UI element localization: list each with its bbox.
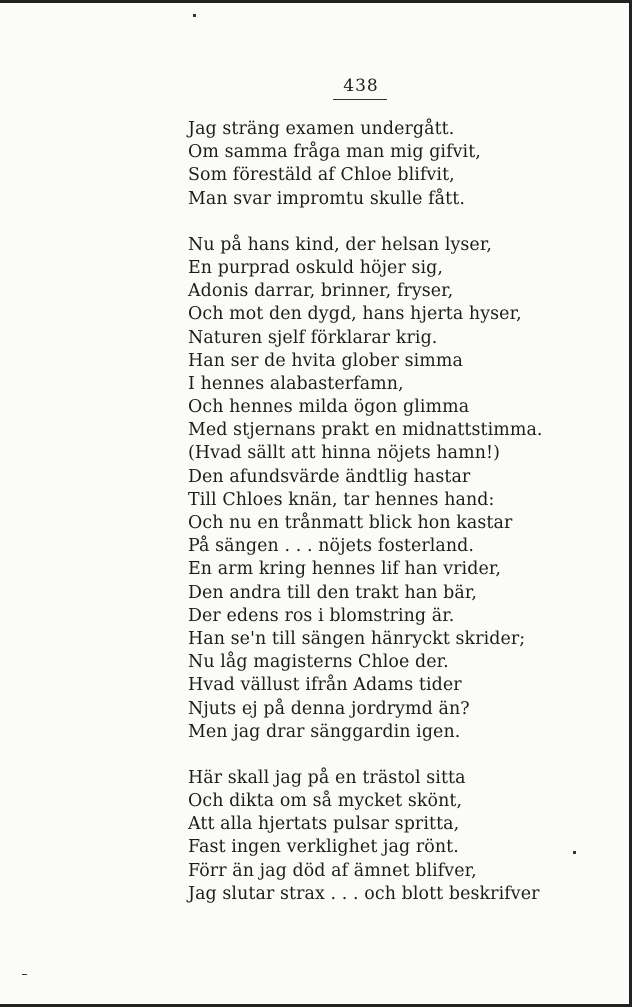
poem-line: Den afundsvärde ändtlig hastar xyxy=(188,466,471,487)
poem-line: Till Chloes knän, tar hennes hand: xyxy=(188,489,495,510)
page-border-top xyxy=(0,0,632,3)
poem-line: Och hennes milda ögon glimma xyxy=(188,397,470,418)
poem-line: Som förestäld af Chloe blifvit, xyxy=(188,165,455,186)
poem-line: En arm kring hennes lif han vrider, xyxy=(188,559,501,580)
page-number-rule xyxy=(333,99,387,100)
poem-line: I hennes alabasterfamn, xyxy=(188,373,404,394)
poem-line: Att alla hjertats pulsar spritta, xyxy=(188,814,460,835)
poem-line: Der edens ros i blomstring är. xyxy=(188,605,455,626)
ink-speck xyxy=(22,974,27,975)
ink-speck xyxy=(573,851,576,854)
poem-line: Förr än jag död af ämnet blifver, xyxy=(188,860,477,881)
poem-line: Hvad vällust ifrån Adams tider xyxy=(188,675,462,696)
poem-line: Nu på hans kind, der helsan lyser, xyxy=(188,234,492,255)
poem-line: Han se'n till sängen hänryckt skrider; xyxy=(188,628,526,649)
poem-line: Och mot den dygd, hans hjerta hyser, xyxy=(188,304,522,325)
poem-line: Nu låg magisterns Chloe der. xyxy=(188,652,449,673)
poem-line: Njuts ej på denna jordrymd än? xyxy=(188,698,470,719)
stanza xyxy=(188,234,548,744)
poem-line: Men jag drar sänggardin igen. xyxy=(188,721,461,742)
poem-line: På sängen . . . nöjets fosterland. xyxy=(188,536,475,557)
poem-line: En purprad oskuld höjer sig, xyxy=(188,257,444,278)
poem-line: Han ser de hvita glober simma xyxy=(188,350,463,371)
poem-line: Naturen sjelf förklarar krig. xyxy=(188,327,438,348)
poem-line: Jag slutar strax . . . och blott beskrifver xyxy=(188,883,540,904)
poem-line: Och dikta om så mycket skönt, xyxy=(188,791,463,812)
poem-line: Och nu en trånmatt blick hon kastar xyxy=(188,513,513,533)
ink-speck xyxy=(193,14,196,17)
poem-line: Jag sträng examen undergått. xyxy=(188,119,455,139)
stanza xyxy=(188,118,548,211)
poem-line: Adonis darrar, brinner, fryser, xyxy=(188,281,454,302)
stanza xyxy=(188,767,548,906)
page-number: 438 xyxy=(343,76,379,96)
poem-line: Fast ingen verklighet jag rönt. xyxy=(188,837,459,858)
poem-line: (Hvad sällt att hinna nöjets hamn!) xyxy=(188,443,500,464)
poem-line: Man svar impromtu skulle fått. xyxy=(188,188,465,209)
poem-line: Den andra till den trakt han bär, xyxy=(188,582,477,603)
poem-line: Om samma fråga man mig gifvit, xyxy=(188,142,481,163)
poem-line: Med stjernans prakt en midnattstimma. xyxy=(188,420,543,441)
poem-body xyxy=(188,118,548,929)
poem-line: Här skall jag på en trästol sitta xyxy=(188,767,466,788)
